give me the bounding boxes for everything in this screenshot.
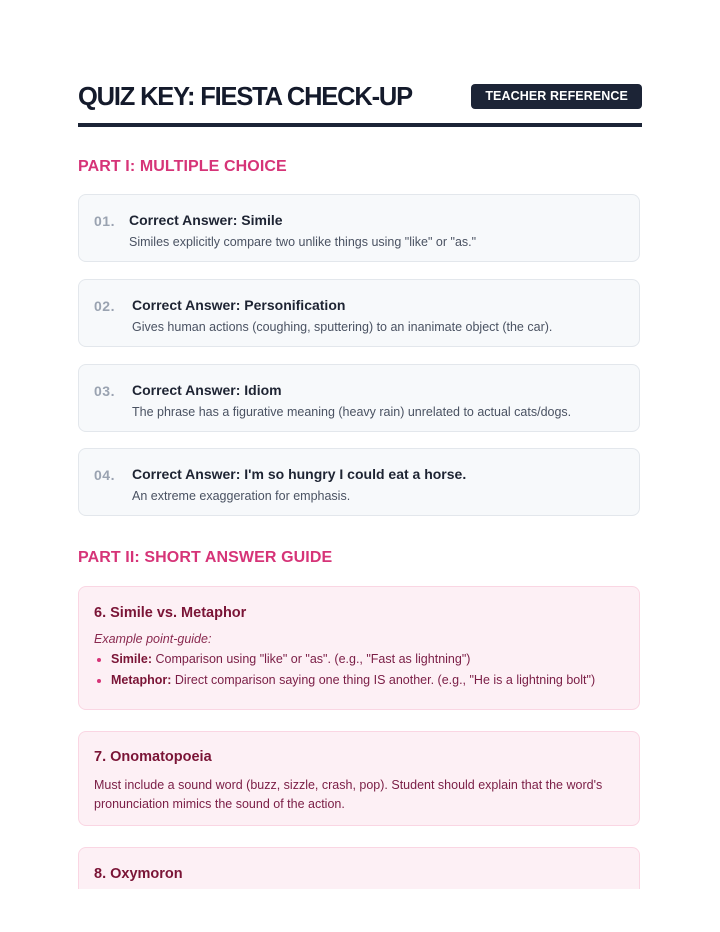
question-number: 04. <box>94 467 115 483</box>
answer-explanation: An extreme exaggeration for emphasis. <box>132 489 351 503</box>
term-label: Simile: <box>111 652 152 666</box>
question-heading: 8. Oxymoron <box>94 866 183 882</box>
mc-answer-card <box>78 364 640 432</box>
part2-title: PART II: SHORT ANSWER GUIDE <box>78 549 333 566</box>
correct-answer: Correct Answer: Simile <box>129 212 283 228</box>
page-bottom-cutoff <box>78 889 642 932</box>
correct-answer: Correct Answer: Idiom <box>132 382 282 398</box>
answer-explanation: Similes explicitly compare two unlike things using "like" or "as." <box>129 235 477 249</box>
answer-key-page <box>78 0 642 932</box>
term-definition: Comparison using "like" or "as". (e.g., "Fast as lightning") <box>152 652 471 666</box>
question-number: 03. <box>94 383 115 399</box>
teacher-reference-badge: TEACHER REFERENCE <box>471 84 642 109</box>
question-heading: 7. Onomatopoeia <box>94 749 212 765</box>
term-label: Metaphor: <box>111 673 172 687</box>
list-item <box>111 649 595 670</box>
example-label: Example point-guide: <box>94 632 212 646</box>
answer-explanation: Gives human actions (coughing, sputtering) to an inanimate object (the car). <box>132 320 553 334</box>
page-title: QUIZ KEY: FIESTA CHECK-UP <box>78 81 412 111</box>
correct-answer: Correct Answer: I'm so hungry I could eat a horse. <box>132 466 467 482</box>
correct-answer: Correct Answer: Personification <box>132 297 346 313</box>
short-answer-card-q7 <box>78 731 640 826</box>
answer-guide-text: Must include a sound word (buzz, sizzle, crash, pop). Student should explain that the word's pronunciation mimics the sound of the action. <box>94 778 603 811</box>
point-guide-list <box>94 649 595 691</box>
mc-answer-card <box>78 194 640 262</box>
question-number: 01. <box>94 213 115 229</box>
answer-explanation: The phrase has a figurative meaning (heavy rain) unrelated to actual cats/dogs. <box>132 405 572 419</box>
question-number: 02. <box>94 298 115 314</box>
list-item <box>111 670 595 691</box>
question-heading: 6. Simile vs. Metaphor <box>94 605 247 621</box>
term-definition: Direct comparison saying one thing IS another. (e.g., "He is a lightning bolt") <box>171 673 596 687</box>
mc-answer-card <box>78 448 640 516</box>
header-divider <box>78 123 642 127</box>
short-answer-card-q6 <box>78 586 640 710</box>
part1-title: PART I: MULTIPLE CHOICE <box>78 158 287 175</box>
page-header <box>78 78 642 114</box>
mc-answer-card <box>78 279 640 347</box>
